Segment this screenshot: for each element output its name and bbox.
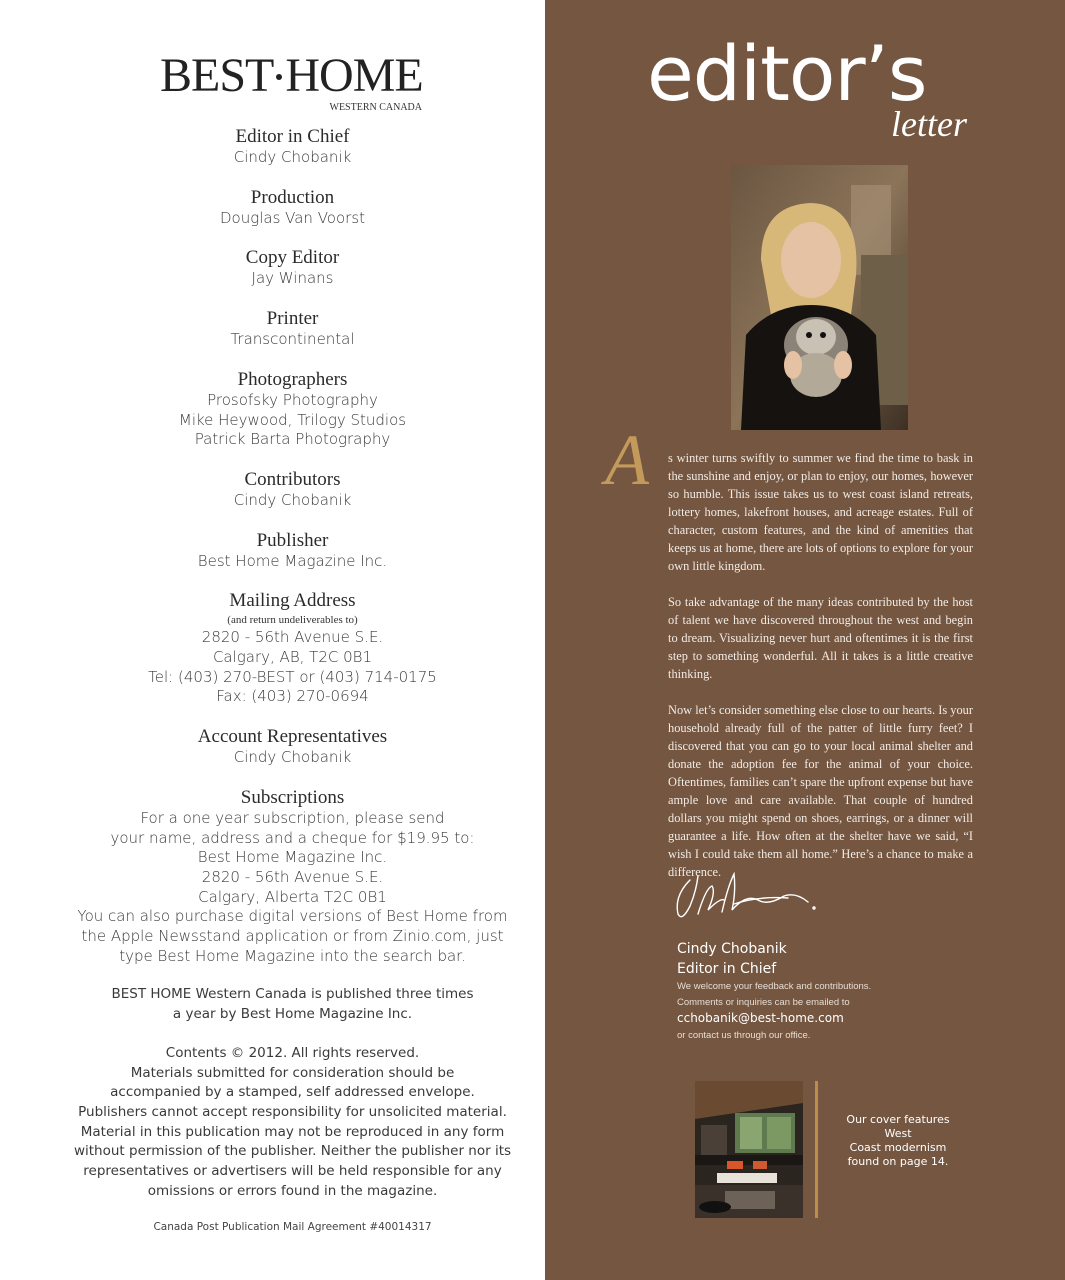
credit-name: Douglas Van Voorst [219, 208, 366, 227]
letter-paragraph: Now let’s consider something else close to our hearts. Is your household already full of the patter of little furry feet? I discovered that you can go to your local animal shelter and donate the adoption fee for the animal of your choice. Oftentimes, families can’t spare the upfront expense but have ample love and care available. That couple of hundred dollars you might spend on shoes, earrings, or a dinner will guarantee a life. How often at the shelter have we said, “I wish I could take them all home.” Here’s a chance to make a difference. [668, 703, 973, 879]
page-subtitle: letter [891, 104, 967, 144]
cover-thumbnail-photo [695, 1081, 803, 1218]
feedback-note: Comments or inquiries can be emailed to [677, 997, 850, 1008]
credit-name: Best Home Magazine Inc. [197, 551, 388, 570]
credit-heading: Contributors [244, 468, 341, 490]
credit-name: Cindy Chobanik [233, 148, 352, 166]
credit-heading: Account Representatives [197, 726, 388, 748]
legal-line: accompanied by a stamped, self addressed envelope. [110, 1084, 475, 1101]
publication-frequency [40, 985, 545, 1024]
editors-letter-panel [545, 0, 1065, 1280]
mailing-line: Calgary, AB, T2C 0B1 [212, 648, 373, 667]
mailing-phone: Tel: (403) 270-BEST or (403) 714-0175 [148, 667, 437, 686]
credit-printer [40, 308, 545, 350]
subscription-line: your name, address and a cheque for $19.95 to: [110, 828, 475, 847]
mailing-note: (and return undeliverables to) [227, 614, 358, 627]
credit-contributors [40, 469, 545, 511]
legal-line: Contents © 2012. All rights reserved. [165, 1044, 420, 1061]
page-title: editor’s [647, 29, 927, 118]
mailing-fax: Fax: (403) 270-0694 [216, 687, 369, 706]
credit-account-representatives [40, 726, 545, 768]
credit-name: Patrick Barta Photography [194, 430, 391, 449]
caption-line: Our cover features West [846, 1113, 950, 1140]
credit-subscriptions [40, 787, 545, 967]
credit-publisher [40, 530, 545, 572]
drop-cap: A [605, 420, 649, 500]
credit-production [40, 187, 545, 229]
letter-body [668, 449, 973, 899]
masthead-credits [40, 126, 545, 1233]
subscription-line: For a one year subscription, please send [140, 808, 445, 827]
legal-line: omissions or errors found in the magazine. [147, 1182, 438, 1199]
credit-heading: Production [250, 186, 335, 208]
logo-word-home: HOME [285, 49, 423, 102]
editor-email: cchobanik@best-home.com [677, 1011, 844, 1025]
credit-editor-in-chief [40, 126, 545, 168]
legal-line: Material in this publication may not be reproduced in any form [80, 1123, 505, 1140]
feedback-note: or contact us through our office. [677, 1030, 811, 1041]
cover-caption [833, 1113, 963, 1169]
canada-post-agreement: Canada Post Publication Mail Agreement #40014317 [153, 1220, 432, 1233]
editor-portrait-photo [731, 165, 908, 430]
credit-heading: Photographers [237, 368, 348, 390]
signer-role: Editor in Chief [677, 961, 777, 977]
letter-paragraph: s winter turns swiftly to summer we find the time to bask in the sunshine and enjoy, or plan to enjoy, our homes, however so humble. This issue takes us to west coast island retreats, lottery homes, lakefront houses, and acreage estates. Full of character, custom features, and the kind of amenities that keeps us at home, there are lots of options to explore for your own little kingdom. [668, 451, 973, 573]
legal-line: representatives or advertisers will be held responsible for any [83, 1163, 502, 1180]
best-home-logo [160, 49, 430, 113]
cover-caption-rule [815, 1081, 818, 1218]
letter-paragraph: So take advantage of the many ideas contributed by the host of talent we have discovered throughout the west and begin to dream. Visualizing never hurt and oftentimes it is the first step to something wonderful. All it takes is a little creative thinking. [668, 595, 973, 681]
subscription-line: Best Home Magazine Inc. [197, 848, 388, 867]
feedback-note: We welcome your feedback and contributions. [677, 981, 872, 992]
credit-heading: Printer [266, 308, 319, 330]
credit-name: Cindy Chobanik [233, 748, 352, 767]
logo-dot [276, 74, 282, 80]
subscription-line: the Apple Newsstand application or from Zinio.com, just [81, 927, 504, 946]
credit-heading: Publisher [256, 529, 329, 551]
credit-heading: Mailing Address [229, 590, 356, 612]
subscription-line: You can also purchase digital versions of Best Home from [77, 907, 508, 926]
mailing-line: 2820 - 56th Avenue S.E. [201, 628, 384, 647]
credit-heading: Editor in Chief [235, 126, 350, 147]
subscription-line: type Best Home Magazine into the search bar. [119, 946, 466, 965]
subscription-line: 2820 - 56th Avenue S.E. [201, 867, 384, 886]
credit-mailing-address [40, 590, 545, 707]
caption-line: Coast modernism [849, 1141, 947, 1154]
caption-line: found on page 14. [847, 1155, 949, 1168]
logo-subtitle: WESTERN CANADA [329, 102, 422, 113]
handwritten-signature [668, 866, 828, 926]
signer-name: Cindy Chobanik [677, 941, 787, 957]
credit-name: Prosofsky Photography [207, 390, 378, 409]
credit-name: Transcontinental [230, 330, 355, 349]
logo-word-best: BEST [160, 49, 274, 102]
credit-photographers [40, 369, 545, 450]
publication-line: a year by Best Home Magazine Inc. [172, 1006, 413, 1023]
legal-line: Materials submitted for consideration should be [130, 1064, 455, 1081]
legal-line: Publishers cannot accept responsibility for unsolicited material. [78, 1103, 507, 1120]
credit-copy-editor [40, 247, 545, 289]
credit-name: Mike Heywood, Trilogy Studios [178, 410, 407, 429]
credit-heading: Subscriptions [240, 786, 345, 808]
legal-notice [40, 1044, 545, 1202]
credit-name: Jay Winans [251, 269, 334, 288]
legal-line: without permission of the publisher. Neither the publisher nor its [73, 1143, 512, 1160]
subscription-line: Calgary, Alberta T2C 0B1 [198, 887, 387, 906]
publication-line: BEST HOME Western Canada is published three times [111, 986, 474, 1003]
credit-heading: Copy Editor [245, 247, 340, 269]
credit-name: Cindy Chobanik [233, 490, 352, 509]
